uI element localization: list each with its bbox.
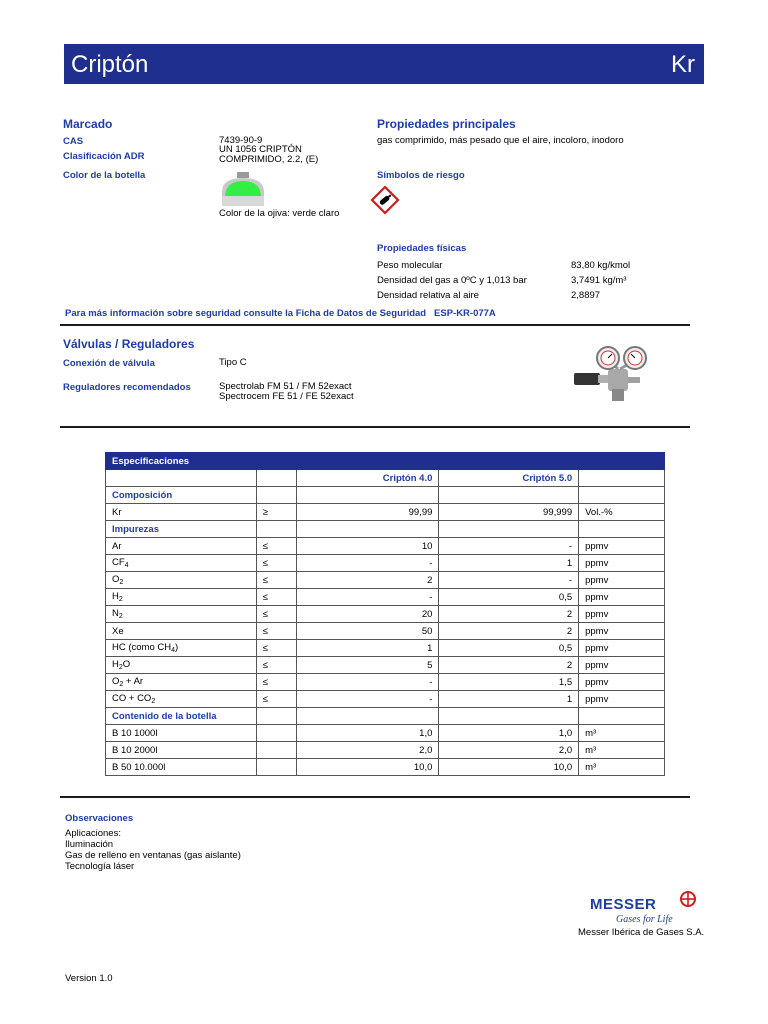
table-row <box>106 623 665 640</box>
cell-name: $N_2$ <box>106 606 257 623</box>
marcado-heading: Marcado <box>63 117 113 131</box>
cell-value: 99,999 <box>439 504 579 521</box>
table-row <box>106 708 665 725</box>
table-row <box>106 504 665 521</box>
risk-symbols-label: Símbolos de riesgo <box>377 170 465 181</box>
table-row <box>106 606 665 623</box>
page-title: Criptón <box>71 51 149 78</box>
table-row <box>106 640 665 657</box>
physical-props-label: Propiedades físicas <box>377 243 467 254</box>
cell-value: 99,99 <box>296 504 439 521</box>
cell-value: - <box>296 691 439 708</box>
table-row <box>106 521 665 538</box>
cell-value: - <box>439 538 579 555</box>
table-header-row <box>106 453 665 470</box>
company-name: Messer Ibérica de Gases S.A. <box>578 927 705 938</box>
table-row <box>106 657 665 674</box>
cell-name: CO + $CO_2$ <box>106 691 257 708</box>
cell-op: ≤ <box>256 640 296 657</box>
section-heading: Impurezas <box>106 521 257 538</box>
cell-unit: ppmv <box>579 572 665 589</box>
table-row <box>106 725 665 742</box>
cell-op: ≤ <box>256 657 296 674</box>
observation-line: Iluminación <box>65 839 114 850</box>
cell-value: 10 <box>296 538 439 555</box>
cell-value: 1,5 <box>439 674 579 691</box>
table-row <box>106 589 665 606</box>
column-header: Criptón 5.0 <box>439 470 579 487</box>
cas-value: 7439-90-9 <box>219 135 263 146</box>
cell-value: 1 <box>439 555 579 572</box>
table-row <box>106 470 665 487</box>
adr-value-1: UN 1056 CRIPTÓN <box>219 144 302 155</box>
adr-value-2: COMPRIMIDO, 2.2, (E) <box>219 154 319 165</box>
observation-line: Aplicaciones: <box>65 828 121 839</box>
propiedades-heading: Propiedades principales <box>377 117 516 131</box>
cell-op: ≤ <box>256 555 296 572</box>
table-row <box>106 742 665 759</box>
spec-title: Especificaciones <box>106 453 665 470</box>
cell-unit: ppmv <box>579 691 665 708</box>
cell-value: 20 <box>296 606 439 623</box>
cell-unit: ppmv <box>579 606 665 623</box>
physical-name: Densidad del gas a 0ºC y 1,013 bar <box>377 275 527 286</box>
table-row <box>106 538 665 555</box>
cell-unit: ppmv <box>579 589 665 606</box>
physical-name: Densidad relativa al aire <box>377 290 479 301</box>
bottle-color-caption: Color de la ojiva: verde claro <box>219 208 340 219</box>
cell-op: ≥ <box>256 504 296 521</box>
cell-value: 50 <box>296 623 439 640</box>
valvulas-heading: Válvulas / Reguladores <box>63 337 195 351</box>
cell-name: Xe <box>106 623 257 640</box>
section-heading: Contenido de la botella <box>106 708 257 725</box>
physical-value: 83,80 kg/kmol <box>571 260 631 271</box>
table-row <box>106 572 665 589</box>
cell-value: 2,0 <box>296 742 439 759</box>
brand-wordmark: MESSER <box>590 896 657 913</box>
cell-unit: m³ <box>579 759 665 776</box>
cell-op: ≤ <box>256 572 296 589</box>
cell-value: 2,0 <box>439 742 579 759</box>
cell-value: - <box>296 674 439 691</box>
cell-value: 1,0 <box>439 725 579 742</box>
cell-name: Ar <box>106 538 257 555</box>
messer-emblem-icon <box>679 890 697 908</box>
safety-note: Para más información sobre seguridad consulte la Ficha de Datos de Seguridad ESP-KR-077A <box>65 308 496 319</box>
observaciones-heading: Observaciones <box>65 813 134 824</box>
cell-value: - <box>296 589 439 606</box>
cell-unit: ppmv <box>579 538 665 555</box>
cell-name: Kr <box>106 504 257 521</box>
cell-value: 10,0 <box>439 759 579 776</box>
table-row <box>106 487 665 504</box>
cell-value: 0,5 <box>439 640 579 657</box>
cell-name: $O_2 + Ar$ <box>106 674 257 691</box>
connection-value: Tipo C <box>219 357 247 368</box>
cell-name: B 10 1000l <box>106 725 257 742</box>
cell-value: 2 <box>439 623 579 640</box>
cell-unit: ppmv <box>579 623 665 640</box>
cell-name: $O_2$ <box>106 572 257 589</box>
divider <box>60 324 690 326</box>
cell-op: ≤ <box>256 623 296 640</box>
regulators-value-1: Spectrolab FM 51 / FM 52exact <box>219 381 352 392</box>
title-bar <box>64 44 704 84</box>
table-row <box>106 674 665 691</box>
cell-value: 10,0 <box>296 759 439 776</box>
cell-value: 1,0 <box>296 725 439 742</box>
bottle-shoulder-icon <box>218 172 268 206</box>
cell-unit: ppmv <box>579 640 665 657</box>
propiedades-summary: gas comprimido, más pesado que el aire, incoloro, inodoro <box>377 135 624 146</box>
table-row <box>106 691 665 708</box>
cell-unit: Vol.-% <box>579 504 665 521</box>
regulator-image <box>568 345 652 407</box>
brand-tagline: Gases for Life <box>616 914 673 925</box>
physical-name: Peso molecular <box>377 260 443 271</box>
column-header: Criptón 4.0 <box>296 470 439 487</box>
cell-unit: ppmv <box>579 674 665 691</box>
table-row <box>106 759 665 776</box>
cell-name: B 50 10.000l <box>106 759 257 776</box>
cell-op: ≤ <box>256 589 296 606</box>
cell-value: 2 <box>439 606 579 623</box>
cas-label: CAS <box>63 136 84 147</box>
cell-unit: m³ <box>579 742 665 759</box>
cell-unit: ppmv <box>579 657 665 674</box>
cell-op: ≤ <box>256 606 296 623</box>
cell-op: ≤ <box>256 538 296 555</box>
regulators-value-2: Spectrocem FE 51 / FE 52exact <box>219 391 354 402</box>
cell-value: 2 <box>296 572 439 589</box>
cell-value: 2 <box>439 657 579 674</box>
bottle-color-label: Color de la botella <box>63 170 146 181</box>
specifications-table <box>105 452 665 776</box>
cell-name: B 10 2000l <box>106 742 257 759</box>
adr-label: Clasificación ADR <box>63 151 145 162</box>
connection-label: Conexión de válvula <box>63 358 155 369</box>
cell-value: 0,5 <box>439 589 579 606</box>
cell-value: - <box>439 572 579 589</box>
cell-value: 1 <box>439 691 579 708</box>
observation-line: Gas de relleno en ventanas (gas aislante) <box>65 850 241 861</box>
cell-unit: m³ <box>579 725 665 742</box>
physical-value: 3,7491 kg/m³ <box>571 275 627 286</box>
section-heading: Composición <box>106 487 257 504</box>
divider <box>60 426 690 428</box>
regulators-label: Reguladores recomendados <box>63 382 191 393</box>
element-symbol: Kr <box>671 51 695 78</box>
cell-op: ≤ <box>256 674 296 691</box>
cell-value: 1 <box>296 640 439 657</box>
cell-value: - <box>296 555 439 572</box>
cell-name: $H_2O$ <box>106 657 257 674</box>
cell-name: HC (como $CH_4$) <box>106 640 257 657</box>
cell-op: ≤ <box>256 691 296 708</box>
cell-name: $H_2$ <box>106 589 257 606</box>
cell-name: $CF_4$ <box>106 555 257 572</box>
cell-value: 5 <box>296 657 439 674</box>
observation-line: Tecnología láser <box>65 861 135 872</box>
physical-value: 2,8897 <box>571 290 601 301</box>
divider <box>60 796 690 798</box>
gas-cylinder-hazard-icon <box>370 185 400 215</box>
cell-unit: ppmv <box>579 555 665 572</box>
table-row <box>106 555 665 572</box>
version-label: Version 1.0 <box>65 973 113 984</box>
